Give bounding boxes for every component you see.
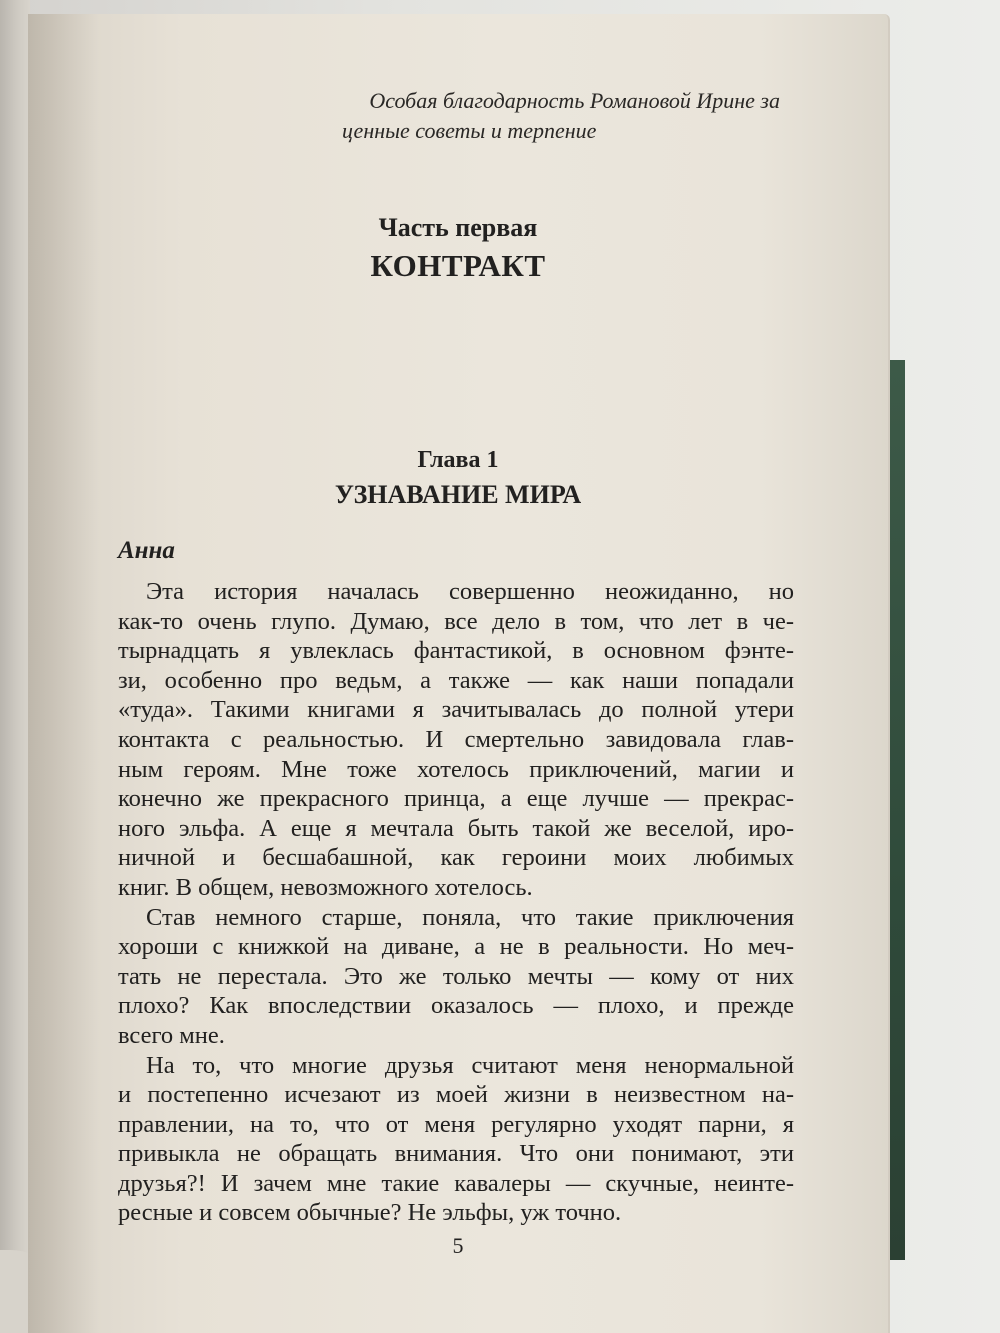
- chapter-title: УЗНАВАНИЕ МИРА: [334, 480, 582, 509]
- body-line: книг. В общем, невозможного хотелось.: [118, 873, 533, 901]
- body-line: друзья?! И зачем мне такие кавалеры — скучные, неинте-: [118, 1169, 794, 1197]
- body-line: тать не перестала. Это же только мечты — кому от них: [118, 962, 794, 990]
- body-text: [118, 577, 794, 1228]
- body-line: «туда». Такими книгами я зачитывалась до полной утери: [118, 696, 794, 724]
- body-line: На то, что многие друзья считают меня ненормальной: [146, 1051, 794, 1079]
- body-line: ничной и бесшабашной, как героини моих любимых: [118, 844, 794, 872]
- body-line: как-то очень глупо. Думаю, все дело в том, что лет в че-: [118, 607, 794, 635]
- body-line: правлении, на то, что от меня регулярно уходят парни, я: [118, 1110, 794, 1138]
- body-line: привыкла не обращать внимания. Что они понимают, эти: [118, 1140, 794, 1168]
- body-line: и постепенно исчезают из моей жизни в неизвестном на-: [118, 1081, 794, 1109]
- body-line: ресные и совсем обычные? Не эльфы, уж точно.: [118, 1199, 622, 1227]
- body-line: контакта с реальностью. И смертельно завидовала глав-: [118, 725, 794, 753]
- body-line: зи, особенно про ведьм, а также — как наши попадали: [118, 666, 794, 694]
- dedication-line-1: Особая благодарность Романовой Ирине за: [369, 88, 780, 113]
- body-line: Став немного старше, поняла, что такие приключения: [146, 903, 794, 931]
- body-line: тырнадцать я увлеклась фантастикой, в основном фэнте-: [118, 637, 794, 665]
- dedication-line-2: ценные советы и терпение: [342, 118, 597, 143]
- body-line: Эта история началась совершенно неожиданно, но: [146, 578, 794, 605]
- left-page-edge: [0, 0, 30, 1333]
- page-number: 5: [452, 1233, 464, 1258]
- part-title: КОНТРАКТ: [370, 248, 546, 283]
- narrator-name: Анна: [118, 537, 175, 564]
- part-label: Часть первая: [378, 213, 538, 242]
- dedication: [310, 86, 780, 146]
- body-line: всего мне.: [118, 1021, 225, 1049]
- body-line: хороши с книжкой на диване, а не в реальности. Но меч-: [118, 933, 794, 961]
- chapter-label: Глава 1: [417, 447, 499, 473]
- body-line: ного эльфа. А еще я мечтала быть такой же веселой, иро-: [118, 814, 794, 842]
- body-line: плохо? Как впоследствии оказалось — плохо, и прежде: [118, 992, 794, 1020]
- body-line: конечно же прекрасного принца, а еще лучше — прекрас-: [118, 785, 794, 813]
- body-line: ным героям. Мне тоже хотелось приключений, магии и: [118, 755, 794, 783]
